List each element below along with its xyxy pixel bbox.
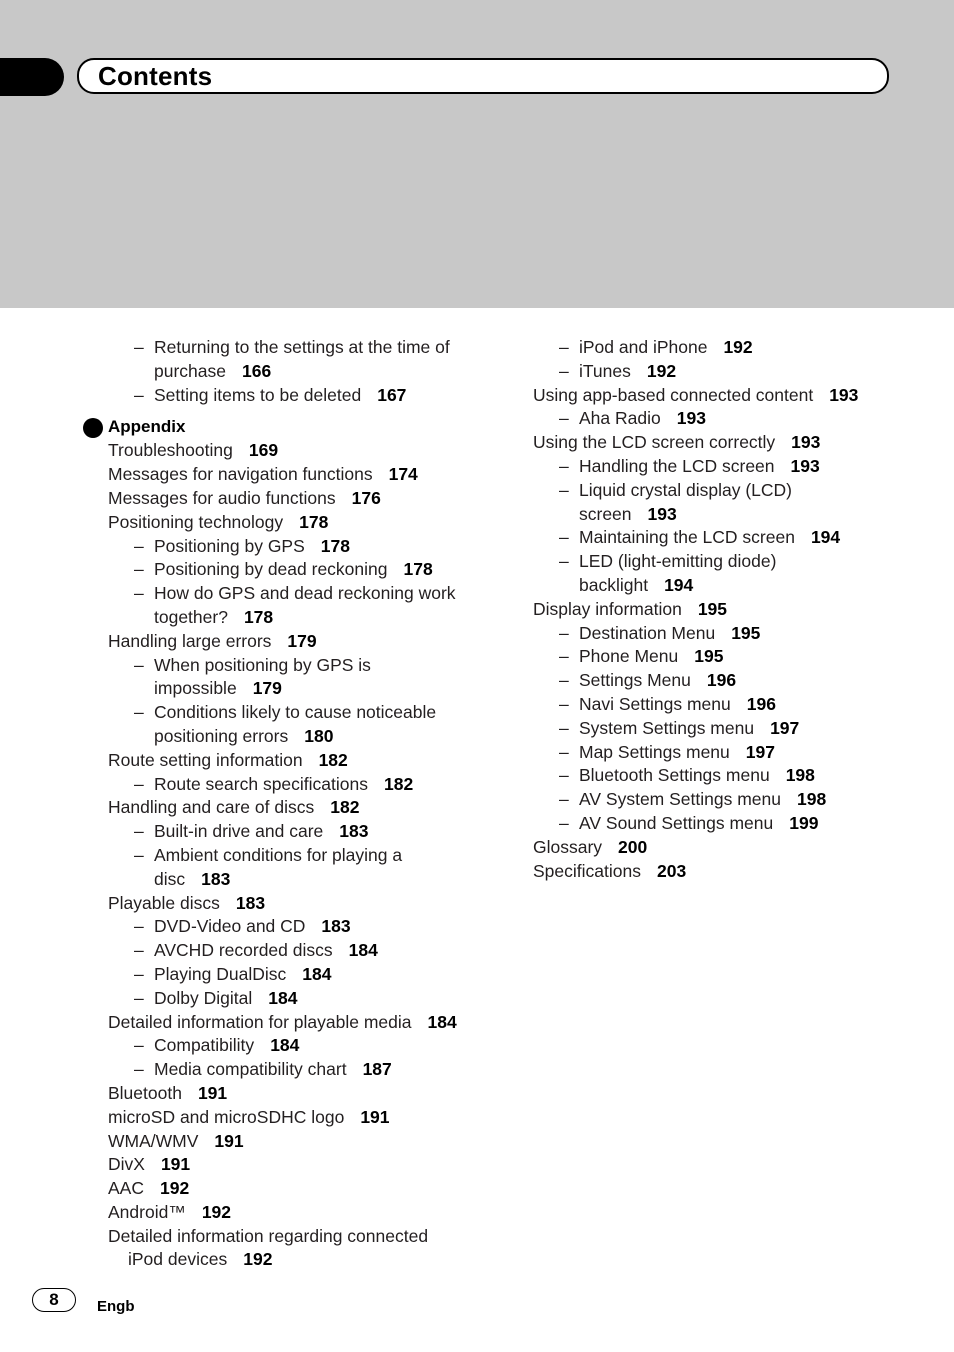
dash-marker: – [559,527,569,548]
toc-subentry[interactable] [108,582,508,606]
toc-subentry[interactable] [533,622,933,646]
toc-entry[interactable] [108,439,508,463]
dash-marker: – [134,559,144,580]
toc-subentry[interactable] [533,336,933,360]
entry-label: WMA/WMV [108,1130,199,1151]
entry-page-number: 182 [330,797,360,818]
entry-label: AAC [108,1178,144,1199]
section-bullet-icon [83,418,103,438]
entry-page-number: 179 [287,630,317,651]
entry-label: Handling large errors [108,630,272,651]
entry-label: AV System Settings menu [579,789,781,810]
entry-page-number: 194 [810,527,841,548]
toc-subentry[interactable] [533,526,933,550]
dash-marker: – [559,670,569,691]
entry-label: Dolby Digital [154,987,253,1008]
dash-marker: – [134,987,144,1008]
entry-label: Glossary [533,836,603,857]
page-title: Contents [98,61,213,91]
toc-entry[interactable] [108,487,508,511]
entry-label: When positioning by GPS is [154,654,371,675]
toc-subentry[interactable] [108,606,508,630]
toc-entry[interactable] [108,1225,508,1249]
toc-subentry[interactable] [108,844,508,868]
dash-marker: – [134,773,144,794]
entry-page-number: 193 [676,408,706,429]
toc-entry[interactable] [108,1011,508,1035]
entry-label: iPod devices [128,1249,228,1270]
toc-subentry[interactable] [533,717,933,741]
entry-page-number: 184 [427,1011,457,1032]
toc-subentry[interactable] [533,788,933,812]
entry-label: Ambient conditions for playing a [154,844,403,865]
entry-label: Compatibility [154,1035,255,1056]
dash-marker: – [559,360,569,381]
toc-subentry[interactable] [533,812,933,836]
entry-page-number: 191 [160,1154,191,1175]
entry-label: Maintaining the LCD screen [579,527,795,548]
dash-marker: – [134,940,144,961]
entry-page-number: 198 [797,789,827,810]
toc-subentry[interactable] [108,384,508,408]
dash-marker: – [134,844,144,865]
toc-subentry[interactable] [533,741,933,765]
dash-marker: – [559,741,569,762]
toc-entry[interactable] [108,1130,508,1154]
toc-subentry[interactable] [533,503,933,527]
entry-label: Messages for navigation functions [108,464,373,485]
toc-entry[interactable] [533,384,933,408]
toc-entry[interactable] [108,1082,508,1106]
toc-subentry[interactable] [533,574,933,598]
entry-label: iTunes [579,360,631,381]
entry-label: Media compatibility chart [154,1059,347,1080]
dash-marker: – [559,789,569,810]
toc-column-left [108,336,508,1272]
entry-page-number: 203 [656,860,687,881]
entry-page-number: 183 [321,916,351,937]
section-label: Appendix [108,417,186,437]
dash-marker: – [134,535,144,556]
entry-page-number: 187 [362,1059,392,1080]
dash-marker: – [134,821,144,842]
toc-entry[interactable] [108,749,508,773]
entry-label: Destination Menu [579,622,716,643]
dash-marker: – [559,337,569,357]
dash-marker: – [559,455,569,476]
entry-page-number: 178 [299,511,329,532]
entry-label: Bluetooth [108,1082,182,1103]
toc-entry[interactable] [108,463,508,487]
dash-marker: – [134,1035,144,1056]
entry-page-number: 195 [694,646,724,667]
toc-entry[interactable] [533,598,933,622]
entry-page-number: 195 [731,622,761,643]
dash-marker: – [134,654,144,675]
entry-page-number: 193 [790,455,820,476]
toc-entry[interactable] [108,630,508,654]
dash-marker: – [559,646,569,667]
entry-label: Playable discs [108,892,220,913]
entry-label: Detailed information for playable media [108,1011,412,1032]
entry-page-number: 183 [339,821,369,842]
toc-entry[interactable] [533,431,933,455]
entry-page-number: 184 [270,1035,300,1056]
entry-page-number: 192 [201,1201,232,1222]
toc-subentry[interactable] [533,550,933,574]
entry-label: Map Settings menu [579,741,730,762]
entry-label: Android™ [108,1201,186,1222]
entry-label: Settings Menu [579,670,691,691]
entry-label: Positioning by GPS [154,535,305,556]
toc-subentry[interactable] [108,1058,508,1082]
entry-label: Troubleshooting [108,440,233,461]
entry-page-number: 182 [318,749,348,770]
toc-section-heading[interactable] [108,415,508,439]
toc-entry[interactable] [108,796,508,820]
entry-page-number: 180 [304,725,334,746]
toc-subentry[interactable] [108,336,508,360]
dash-marker: – [134,702,144,723]
entry-label: Messages for audio functions [108,487,336,508]
toc-subentry[interactable] [108,820,508,844]
entry-label: Positioning technology [108,511,284,532]
entry-page-number: 183 [201,868,231,889]
entry-page-number: 197 [745,741,775,762]
entry-label: backlight [579,574,649,595]
entry-page-number: 196 [706,670,737,691]
entry-page-number: 195 [697,598,728,619]
toc-subentry[interactable] [108,654,508,678]
entry-label: Setting items to be deleted [154,384,362,405]
dash-marker: – [559,717,569,738]
toc-entry[interactable] [108,1201,508,1225]
toc-entry[interactable] [108,1248,508,1272]
entry-label: Route search specifications [154,773,368,794]
entry-page-number: 167 [377,384,407,405]
toc-entry[interactable] [108,1153,508,1177]
entry-label: Specifications [533,860,641,881]
toc-subentry[interactable] [533,764,933,788]
entry-page-number: 192 [646,360,677,381]
entry-page-number: 198 [785,765,815,786]
dash-marker: – [559,551,569,572]
entry-label: Navi Settings menu [579,693,731,714]
entry-label: Conditions likely to cause noticeable [154,702,437,723]
entry-page-number: 193 [791,432,821,453]
toc-subentry[interactable] [533,693,933,717]
entry-label: AVCHD recorded discs [154,940,333,961]
dash-marker: – [559,693,569,714]
toc-subentry[interactable] [108,558,508,582]
entry-label: Using app-based connected content [533,384,814,405]
entry-page-number: 196 [746,693,776,714]
entry-page-number: 193 [647,503,677,524]
entry-page-number: 174 [388,464,418,485]
entry-label: microSD and microSDHC logo [108,1106,345,1127]
entry-label: purchase [154,360,226,381]
entry-label: iPod and iPhone [579,337,708,357]
entry-label: Built-in drive and care [154,821,324,842]
entry-page-number: 184 [348,940,378,961]
entry-page-number: 197 [770,717,800,738]
toc-subentry[interactable] [533,645,933,669]
entry-page-number: 192 [243,1249,273,1270]
dash-marker: – [559,479,569,500]
header-band [0,0,954,308]
entry-label: Playing DualDisc [154,963,287,984]
entry-label: Route setting information [108,749,303,770]
toc-subentry[interactable] [108,987,508,1011]
entry-page-number: 178 [403,559,433,580]
toc-entry[interactable] [108,1177,508,1201]
entry-page-number: 191 [197,1082,228,1103]
entry-label: DVD-Video and CD [154,916,306,937]
language-code: Engb [97,1298,135,1315]
entry-page-number: 182 [384,773,414,794]
toc-subentry[interactable] [108,725,508,749]
title-bar [77,58,889,94]
entry-page-number: 199 [789,812,819,833]
toc-subentry[interactable] [533,669,933,693]
entry-page-number: 184 [268,987,298,1008]
entry-page-number: 184 [302,963,332,984]
dash-marker: – [559,812,569,833]
toc-subentry[interactable] [533,407,933,431]
entry-label: Handling and care of discs [108,797,315,818]
entry-label: System Settings menu [579,717,755,738]
toc-subentry[interactable] [533,360,933,384]
entry-label: Detailed information regarding connected [108,1225,429,1246]
dash-marker: – [559,765,569,786]
toc-subentry[interactable] [108,963,508,987]
toc-subentry[interactable] [533,455,933,479]
entry-label: LED (light-emitting diode) [579,551,777,572]
entry-label: Liquid crystal display (LCD) [579,479,792,500]
dash-marker: – [134,583,144,604]
toc-subentry[interactable] [108,939,508,963]
toc-subentry[interactable] [533,479,933,503]
toc-subentry[interactable] [108,535,508,559]
toc-entry[interactable] [533,836,933,860]
entry-page-number: 178 [320,535,350,556]
toc-subentry[interactable] [108,360,508,384]
toc-entry[interactable] [533,860,933,884]
entry-page-number: 192 [159,1178,190,1199]
entry-page-number: 193 [829,384,859,405]
entry-label: positioning errors [154,725,289,746]
entry-label: screen [579,503,632,524]
section-tab [0,58,64,96]
toc-subentry[interactable] [108,773,508,797]
dash-marker: – [134,916,144,937]
entry-label: DivX [108,1154,145,1175]
toc-entry[interactable] [108,511,508,535]
entry-label: Display information [533,598,682,619]
entry-page-number: 200 [618,836,648,857]
entry-label: together? [154,606,228,627]
toc-subentry[interactable] [108,677,508,701]
dash-marker: – [134,963,144,984]
entry-page-number: 179 [252,678,282,699]
entry-label: impossible [154,678,237,699]
entry-label: Aha Radio [579,408,661,429]
dash-marker: – [559,408,569,429]
dash-marker: – [134,384,144,405]
entry-label: How do GPS and dead reckoning work [154,583,456,604]
toc-entry[interactable] [108,892,508,916]
dash-marker: – [134,337,144,357]
entry-label: Handling the LCD screen [579,455,775,476]
toc-entry[interactable] [108,1106,508,1130]
entry-label: Using the LCD screen correctly [533,432,776,453]
entry-page-number: 176 [351,487,381,508]
entry-page-number: 194 [664,574,694,595]
toc-subentry[interactable] [108,868,508,892]
entry-label: Positioning by dead reckoning [154,559,388,580]
dash-marker: – [134,1059,144,1080]
toc-subentry[interactable] [108,1034,508,1058]
entry-page-number: 192 [723,337,753,357]
toc-subentry[interactable] [108,701,508,725]
entry-page-number: 169 [248,440,279,461]
entry-label: disc [154,868,186,889]
entry-page-number: 191 [214,1130,244,1151]
dash-marker: – [559,622,569,643]
entry-label: Phone Menu [579,646,679,667]
page-number: 8 [32,1288,76,1312]
toc-subentry[interactable] [108,915,508,939]
entry-page-number: 183 [235,892,266,913]
toc-column-right [533,336,933,883]
entry-label: Returning to the settings at the time of [154,337,450,357]
entry-page-number: 166 [242,360,272,381]
entry-label: Bluetooth Settings menu [579,765,770,786]
entry-page-number: 191 [360,1106,390,1127]
entry-page-number: 178 [243,606,274,627]
entry-label: AV Sound Settings menu [579,812,774,833]
